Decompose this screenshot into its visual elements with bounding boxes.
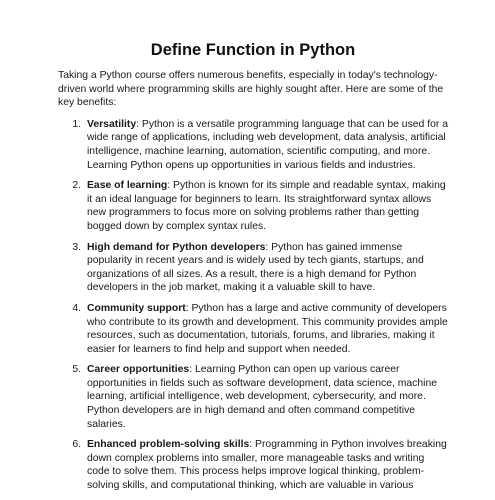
list-item-body (87, 302, 448, 356)
list-item-text: : Python has a large and active community of developers who contribute to its growth and development. This community provides ample resources, such as documentation, tutorials, forums, and libraries, making it easier for learners to find help and support when needed. (87, 302, 448, 355)
list-item-number: 3. (72, 241, 81, 253)
list-item (58, 438, 448, 492)
list-item-term: High demand for Python developers (87, 241, 266, 253)
list-item-text: : Python is a versatile programming language that can be used for a wide range of applications, including web development, data analysis, artificial intelligence, machine learning, automation, scientific computing, and more. Learning Python opens up opportunities in various fields and industries. (87, 118, 449, 171)
list-item-term: Enhanced problem-solving skills (87, 439, 250, 451)
list-item-body (87, 363, 448, 431)
benefits-list (58, 118, 448, 493)
list-item-body (87, 241, 448, 295)
list-item-text: : Python is known for its simple and readable syntax, making it an ideal language for beginners to learn. Its straightforward syntax allows new programmers to focus more on solving problems rather than getting bogged down by complex syntax rules. (87, 180, 446, 232)
list-item-body (87, 179, 448, 233)
list-item (58, 118, 448, 172)
document-page (58, 40, 448, 500)
list-item (58, 302, 448, 356)
intro-paragraph: Taking a Python course offers numerous benefits, especially in today's technology-driven world where programming skills are highly sought after. Here are some of the key benefits: (58, 70, 444, 109)
list-item-number: 6. (72, 439, 81, 451)
list-item (58, 241, 448, 295)
list-item-term: Versatility (87, 118, 137, 130)
list-item-text: : Programming in Python involves breaking down complex problems into smaller, more manageable tasks and writing code to solve them. This process helps improve logical thinking, problem-solving skills, and computational thinking, which are valuable in various (87, 439, 447, 492)
list-item-term: Career opportunities (87, 364, 190, 376)
list-item (58, 179, 448, 233)
document-title: Define Function in Python (150, 41, 356, 59)
list-item (58, 363, 448, 431)
list-item-number: 2. (72, 180, 81, 192)
list-item-number: 5. (72, 364, 81, 376)
list-item-term: Ease of learning (87, 180, 168, 192)
list-item-body (87, 118, 448, 172)
list-item-text: : Learning Python can open up various career opportunities in fields such as software development, data science, machine learning, artificial intelligence, web development, cybersecurity, and more. Python developers are in high demand and often command competitive salaries. (87, 364, 438, 430)
list-item-number: 4. (72, 302, 81, 314)
list-item-body (87, 438, 448, 492)
list-item-number: 1. (72, 118, 81, 130)
list-item-term: Community support (87, 302, 186, 314)
list-item-text: : Python has gained immense popularity in recent years and is widely used by tech giants, startups, and organizations of all sizes. As a result, there is a high demand for Python developers in the job market, making it a valuable skill to have. (87, 241, 424, 294)
